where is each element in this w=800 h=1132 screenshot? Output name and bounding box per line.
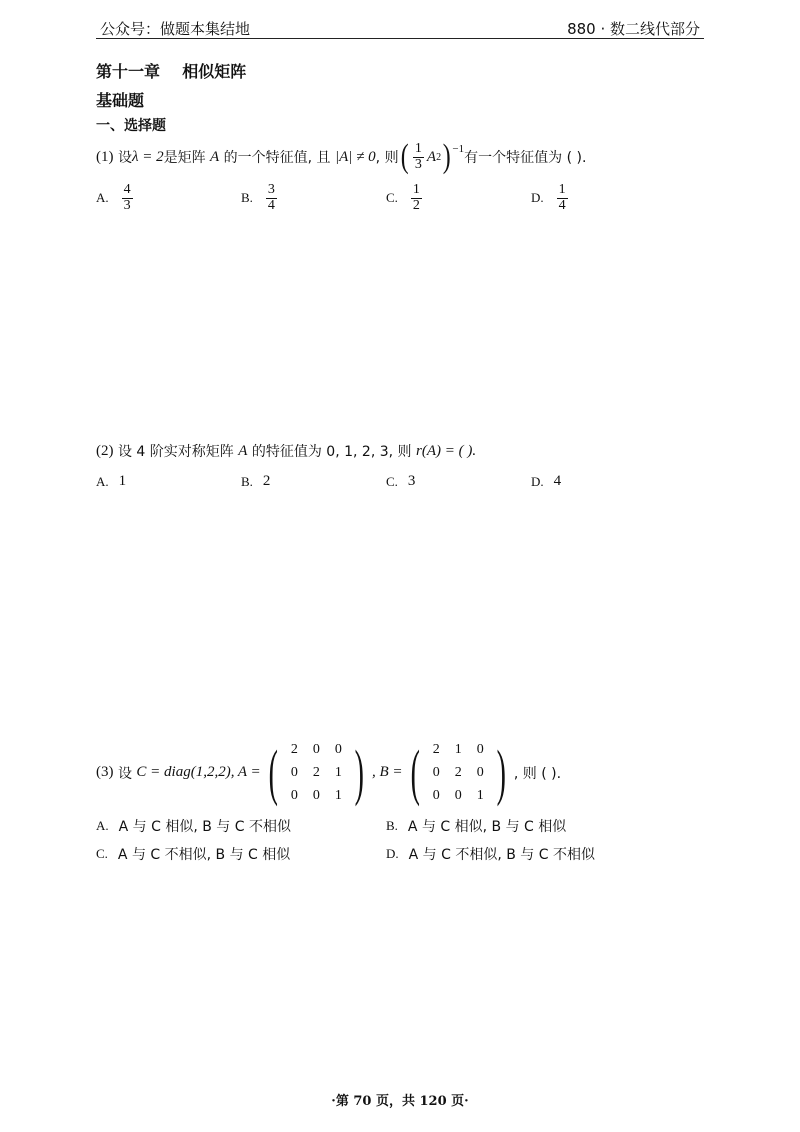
- question-2: (2) 设 4 阶实对称矩阵 A 的特征值为 0, 1, 2, 3, 则 r(A) = ( ).: [96, 442, 477, 460]
- q2-option-b[interactable]: B. 2: [241, 473, 271, 489]
- q3-option-a[interactable]: A. A 与 C 相似, B 与 C 不相似: [96, 818, 291, 835]
- header-right: 880 · 数二线代部分: [567, 20, 700, 38]
- fraction: $\frac{1}{3}$: [414, 140, 422, 172]
- question-1: (1) 设 λ = 2 是矩阵 A 的一个特征值, 且 |A| ≠ 0 , 则 ( $\frac{1}{3}$ A 2 ) $^{-1}$ 有一个特征值为 ( ).: [96, 138, 587, 175]
- q2-option-a[interactable]: A. 1: [96, 473, 127, 489]
- header-left: 公众号：做题本集结地: [100, 20, 251, 38]
- matrix-b: ( 2 1 0 0 2 0 0 0 1 ): [410, 738, 507, 807]
- q3-option-b[interactable]: B. A 与 C 相似, B 与 C 相似: [386, 818, 567, 835]
- question-number: (1): [96, 148, 114, 165]
- q1-option-a[interactable]: A. $\frac{4}{3}$: [96, 182, 131, 213]
- question-number: (3): [96, 764, 114, 780]
- q2-option-d[interactable]: D. 4: [531, 473, 562, 489]
- question-number: (2): [96, 442, 114, 459]
- question-3: (3) 设 C = diag(1,2,2), A = ( 2 0 0 0 2 1 0 0 1 ) , B = ( 2 1 0 0 2 0 0 0 1 ) , 则 ( ).: [96, 738, 562, 807]
- chapter-title: 第十一章 相似矩阵: [96, 62, 247, 81]
- q2-option-c[interactable]: C. 3: [386, 473, 416, 489]
- subsection-title: 一、选择题: [96, 118, 166, 134]
- left-paren: (: [400, 138, 409, 175]
- q1-option-c[interactable]: C. $\frac{1}{2}$: [386, 182, 420, 213]
- matrix-a: ( 2 0 0 0 2 1 0 0 1 ): [268, 738, 365, 807]
- q1-option-b[interactable]: B. $\frac{3}{4}$: [241, 182, 275, 213]
- section-title: 基础题: [96, 91, 145, 110]
- page-footer: ·第 70 页，共 120 页·: [331, 1094, 469, 1109]
- q3-option-d[interactable]: D. A 与 C 不相似, B 与 C 不相似: [386, 846, 595, 863]
- q3-option-c[interactable]: C. A 与 C 不相似, B 与 C 相似: [96, 846, 291, 863]
- q1-option-d[interactable]: D. $\frac{1}{4}$: [531, 182, 566, 213]
- right-paren: ): [442, 138, 451, 175]
- header-divider: [96, 38, 704, 39]
